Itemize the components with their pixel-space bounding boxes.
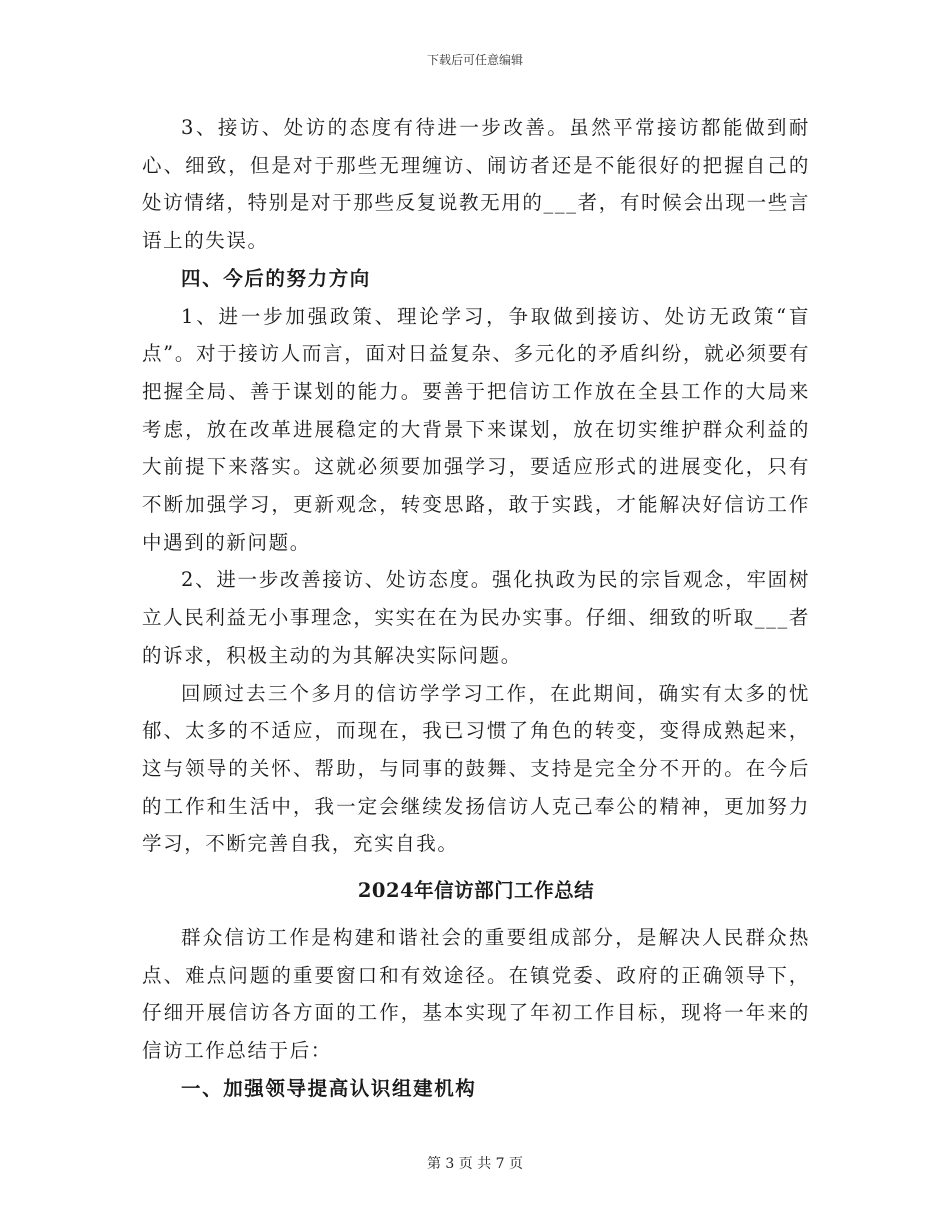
paragraph-intro: 群众信访工作是构建和谐社会的重要组成部分，是解决人民群众热点、难点问题的重要窗口和有效途径。在镇党委、政府的正确领导下，仔细开展信访各方面的工作，基本实现了年初工作目标，现将一年来的信访工作总结于后： bbox=[142, 926, 810, 1063]
section-heading-future-direction: 四、今后的努力方向 bbox=[181, 266, 371, 290]
document-title: 2024年信访部门工作总结 bbox=[357, 879, 595, 903]
section-heading-leadership: 一、加强领导提高认识组建机构 bbox=[181, 1076, 477, 1100]
paragraph-policy-study: 1、进一步加强政策、理论学习，争取做到接访、处访无政策“盲点”。对于接访人而言，面对日益复杂、多元化的矛盾纠纷，就必须要有把握全局、善于谋划的能力。要善于把信访工作放在全县工作的大局来考虑，放在改革进展稳定的大背景下来谋划，放在切实维护群众利益的大前提下来落实。这就必须要加强学习，要适应形式的进展变化，只有不断加强学习，更新观念，转变思路，敢于实践，才能解决好信访工作中遇到的新问题。 bbox=[142, 304, 810, 554]
paragraph-attitude-improvement: 3、接访、处访的态度有待进一步改善。虽然平常接访都能做到耐心、细致，但是对于那些无理缠访、闹访者还是不能很好的把握自己的处访情绪，特别是对于那些反复说教无用的___者，有时候会出现一些言语上的失误。 bbox=[142, 116, 810, 253]
paragraph-attitude-action: 2、进一步改善接访、处访态度。强化执政为民的宗旨观念，牢固树立人民利益无小事理念，实实在在为民办实事。仔细、细致的听取___者的诉求，积极主动的为其解决实际问题。 bbox=[142, 568, 810, 667]
page-number: 第 3 页 共 7 页 bbox=[426, 1156, 524, 1172]
document-body bbox=[142, 109, 810, 1108]
paragraph-review: 回顾过去三个多月的信访学学习工作，在此期间，确实有太多的忧郁、太多的不适应，而现在，我已习惯了角色的转变，变得成熟起来，这与领导的关怀、帮助，与同事的鼓舞、支持是完全分不开的。在今后的工作和生活中，我一定会继续发扬信访人克己奉公的精神，更加努力学习，不断完善自我，充实自我。 bbox=[142, 681, 810, 856]
page-header: 下载后可任意编辑 bbox=[426, 53, 523, 67]
